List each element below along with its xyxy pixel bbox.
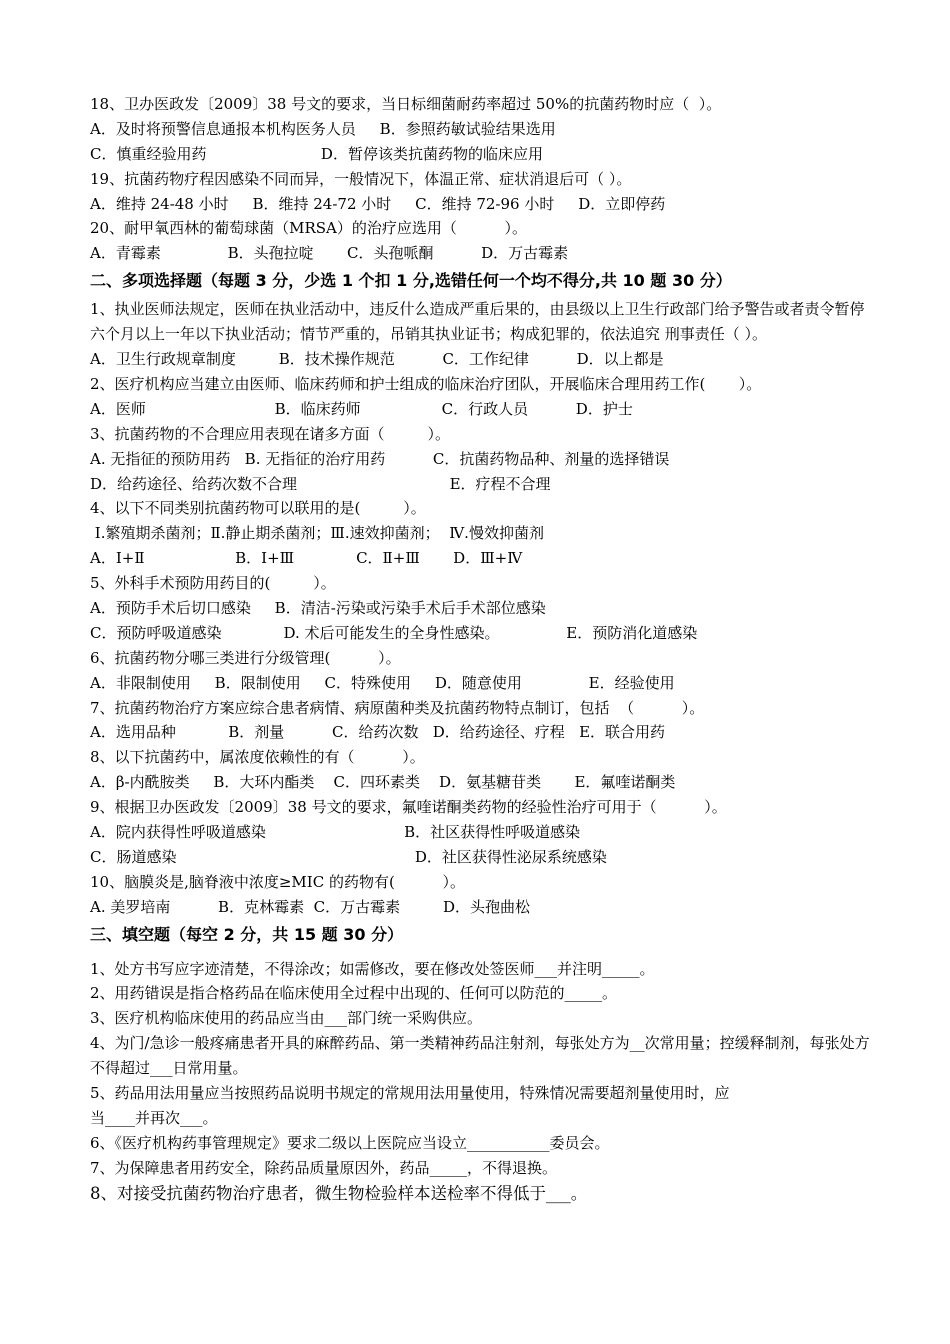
question-20-options: A．青霉素 B．头孢拉啶 C．头孢哌酮 D．万古霉素 [90, 244, 569, 263]
single-choice-tail [90, 92, 870, 266]
multiple-choice-section [90, 297, 870, 919]
question-18-options-cd: C．慎重经验用药 D．暂停该类抗菌药物的临床应用 [90, 144, 543, 163]
question-19: 19、抗菌药物疗程因感染不同而异，一般情况下，体温正常、症状消退后可（ ）。 [90, 169, 632, 188]
section-3-title: 三、填空题（每空 2 分，共 15 题 30 分） [90, 924, 404, 944]
question-18: 18、卫办医政发〔2009〕38 号文的要求，当日标细菌耐药率超过 50%的抗菌药物时应（ ）。 [90, 95, 722, 113]
mc-line: 3、抗菌药物的不合理应用表现在诸多方面（ ）。 [90, 424, 450, 443]
mc-line: C．肠道感染 D．社区获得性泌尿系统感染 [90, 847, 607, 866]
mc-line: Ⅰ.繁殖期杀菌剂；Ⅱ.静止期杀菌剂；Ⅲ.速效抑菌剂； Ⅳ.慢效抑菌剂 [90, 524, 544, 543]
fill-question-6: 6、《医疗机构药事管理规定》要求二级以上医院应当设立___________委员会。 [90, 1133, 610, 1152]
mc-line: 7、抗菌药物治疗方案应综合患者病情、病原菌种类及抗菌药物特点制订，包括 （ ）。 [90, 698, 705, 717]
mc-line: 10、脑膜炎是,脑脊液中浓度≥MIC 的药物有( ）。 [90, 872, 465, 891]
mc-line: D．给药途径、给药次数不合理 E．疗程不合理 [90, 474, 551, 493]
mc-line: C．预防呼吸道感染 D. 术后可能发生的全身性感染。 E．预防消化道感染 [90, 623, 698, 642]
mc-line: A．院内获得性呼吸道感染 B．社区获得性呼吸道感染 [90, 822, 581, 841]
mc-line: 8、以下抗菌药中，属浓度依赖性的有（ ）。 [90, 748, 425, 767]
mc-line: A．预防手术后切口感染 B．清洁-污染或污染手术后手术部位感染 [90, 598, 546, 617]
mc-line: A. 无指征的预防用药 B. 无指征的治疗用药 C．抗菌药物品种、剂量的选择错误 [90, 449, 670, 468]
fill-question-4: 4、为门/急诊一般疼痛患者开具的麻醉药品、第一类精神药品注射剂，每张处方为__次常用量；控缓释制剂，每张处方不得超过___日常用量。 [90, 1034, 870, 1078]
mc-line: 4、以下不同类别抗菌药物可以联用的是( ）。 [90, 499, 426, 518]
fill-question-3: 3、医疗机构临床使用的药品应当由___部门统一采购供应。 [90, 1009, 483, 1028]
mc-line: A．选用品种 B．剂量 C．给药次数 D．给药途径、疗程 E．联合用药 [90, 723, 666, 742]
mc-line: 9、根据卫办医政发〔2009〕38 号文的要求，氟喹诺酮类药物的经验性治疗可用于（ ）。 [90, 798, 727, 817]
fill-question-5-line1: 5、药品用法用量应当按照药品说明书规定的常规用法用量使用，特殊情况需要超剂量使用时，应 [90, 1084, 730, 1103]
fill-question-8: 8、对接受抗菌药物治疗患者，微生物检验样本送检率不得低于___。 [90, 1183, 588, 1203]
fill-question-5-line2: 当____并再次___。 [90, 1108, 218, 1127]
question-18-options-ab: A．及时将预警信息通报本机构医务人员 B．参照药敏试验结果选用 [90, 119, 556, 138]
mc-question-1: 1、执业医师法规定，医师在执业活动中，违反什么造成严重后果的，由县级以上卫生行政部门给予警告或者责令暂停六个月以上一年以下执业活动；情节严重的，吊销其执业证书；构成犯罪的，依法追究 刑事责任（ ）。 [90, 300, 865, 344]
mc-line: 5、外科手术预防用药目的( ）。 [90, 574, 336, 593]
exam-page [90, 92, 870, 1207]
mc-line: A．非限制使用 B．限制使用 C．特殊使用 D．随意使用 E．经验使用 [90, 673, 675, 692]
mc-line: 2、医疗机构应当建立由医师、临床药师和护士组成的临床治疗团队，开展临床合理用药工作( ）。 [90, 374, 762, 393]
mc-line: A．Ⅰ+Ⅱ B．Ⅰ+Ⅲ C．Ⅱ+Ⅲ D．Ⅲ+Ⅳ [90, 549, 523, 568]
fill-question-1: 1、处方书写应字迹清楚，不得涂改；如需修改，要在修改处签医师___并注明_____。 [90, 959, 655, 978]
section-2-title: 二、多项选择题（每题 3 分，少选 1 个扣 1 分,选错任何一个均不得分,共 10 题 30 分） [90, 271, 732, 291]
fill-question-7: 7、为保障患者用药安全，除药品质量原因外，药品_____，不得退换。 [90, 1158, 558, 1177]
mc-line: 6、抗菌药物分哪三类进行分级管理( ）。 [90, 648, 401, 667]
question-20: 20、耐甲氧西林的葡萄球菌（MRSA）的治疗应选用（ ）。 [90, 219, 528, 238]
mc-line: A. 美罗培南 B．克林霉素 C．万古霉素 D．头孢曲松 [90, 897, 531, 916]
question-19-options: A．维持 24-48 小时 B．维持 24-72 小时 C．维持 72-96 小时 D．立即停药 [90, 194, 666, 213]
fill-question-2: 2、用药错误是指合格药品在临床使用全过程中出现的、任何可以防范的_____。 [90, 984, 618, 1003]
mc-line: A．医师 B．临床药师 C．行政人员 D．护士 [90, 399, 633, 418]
mc-line: A．卫生行政规章制度 B．技术操作规范 C．工作纪律 D．以上都是 [90, 350, 664, 369]
mc-line: A．β-内酰胺类 B．大环内酯类 C．四环素类 D．氨基糖苷类 E．氟喹诺酮类 [90, 773, 676, 792]
fill-in-section [90, 957, 870, 1207]
